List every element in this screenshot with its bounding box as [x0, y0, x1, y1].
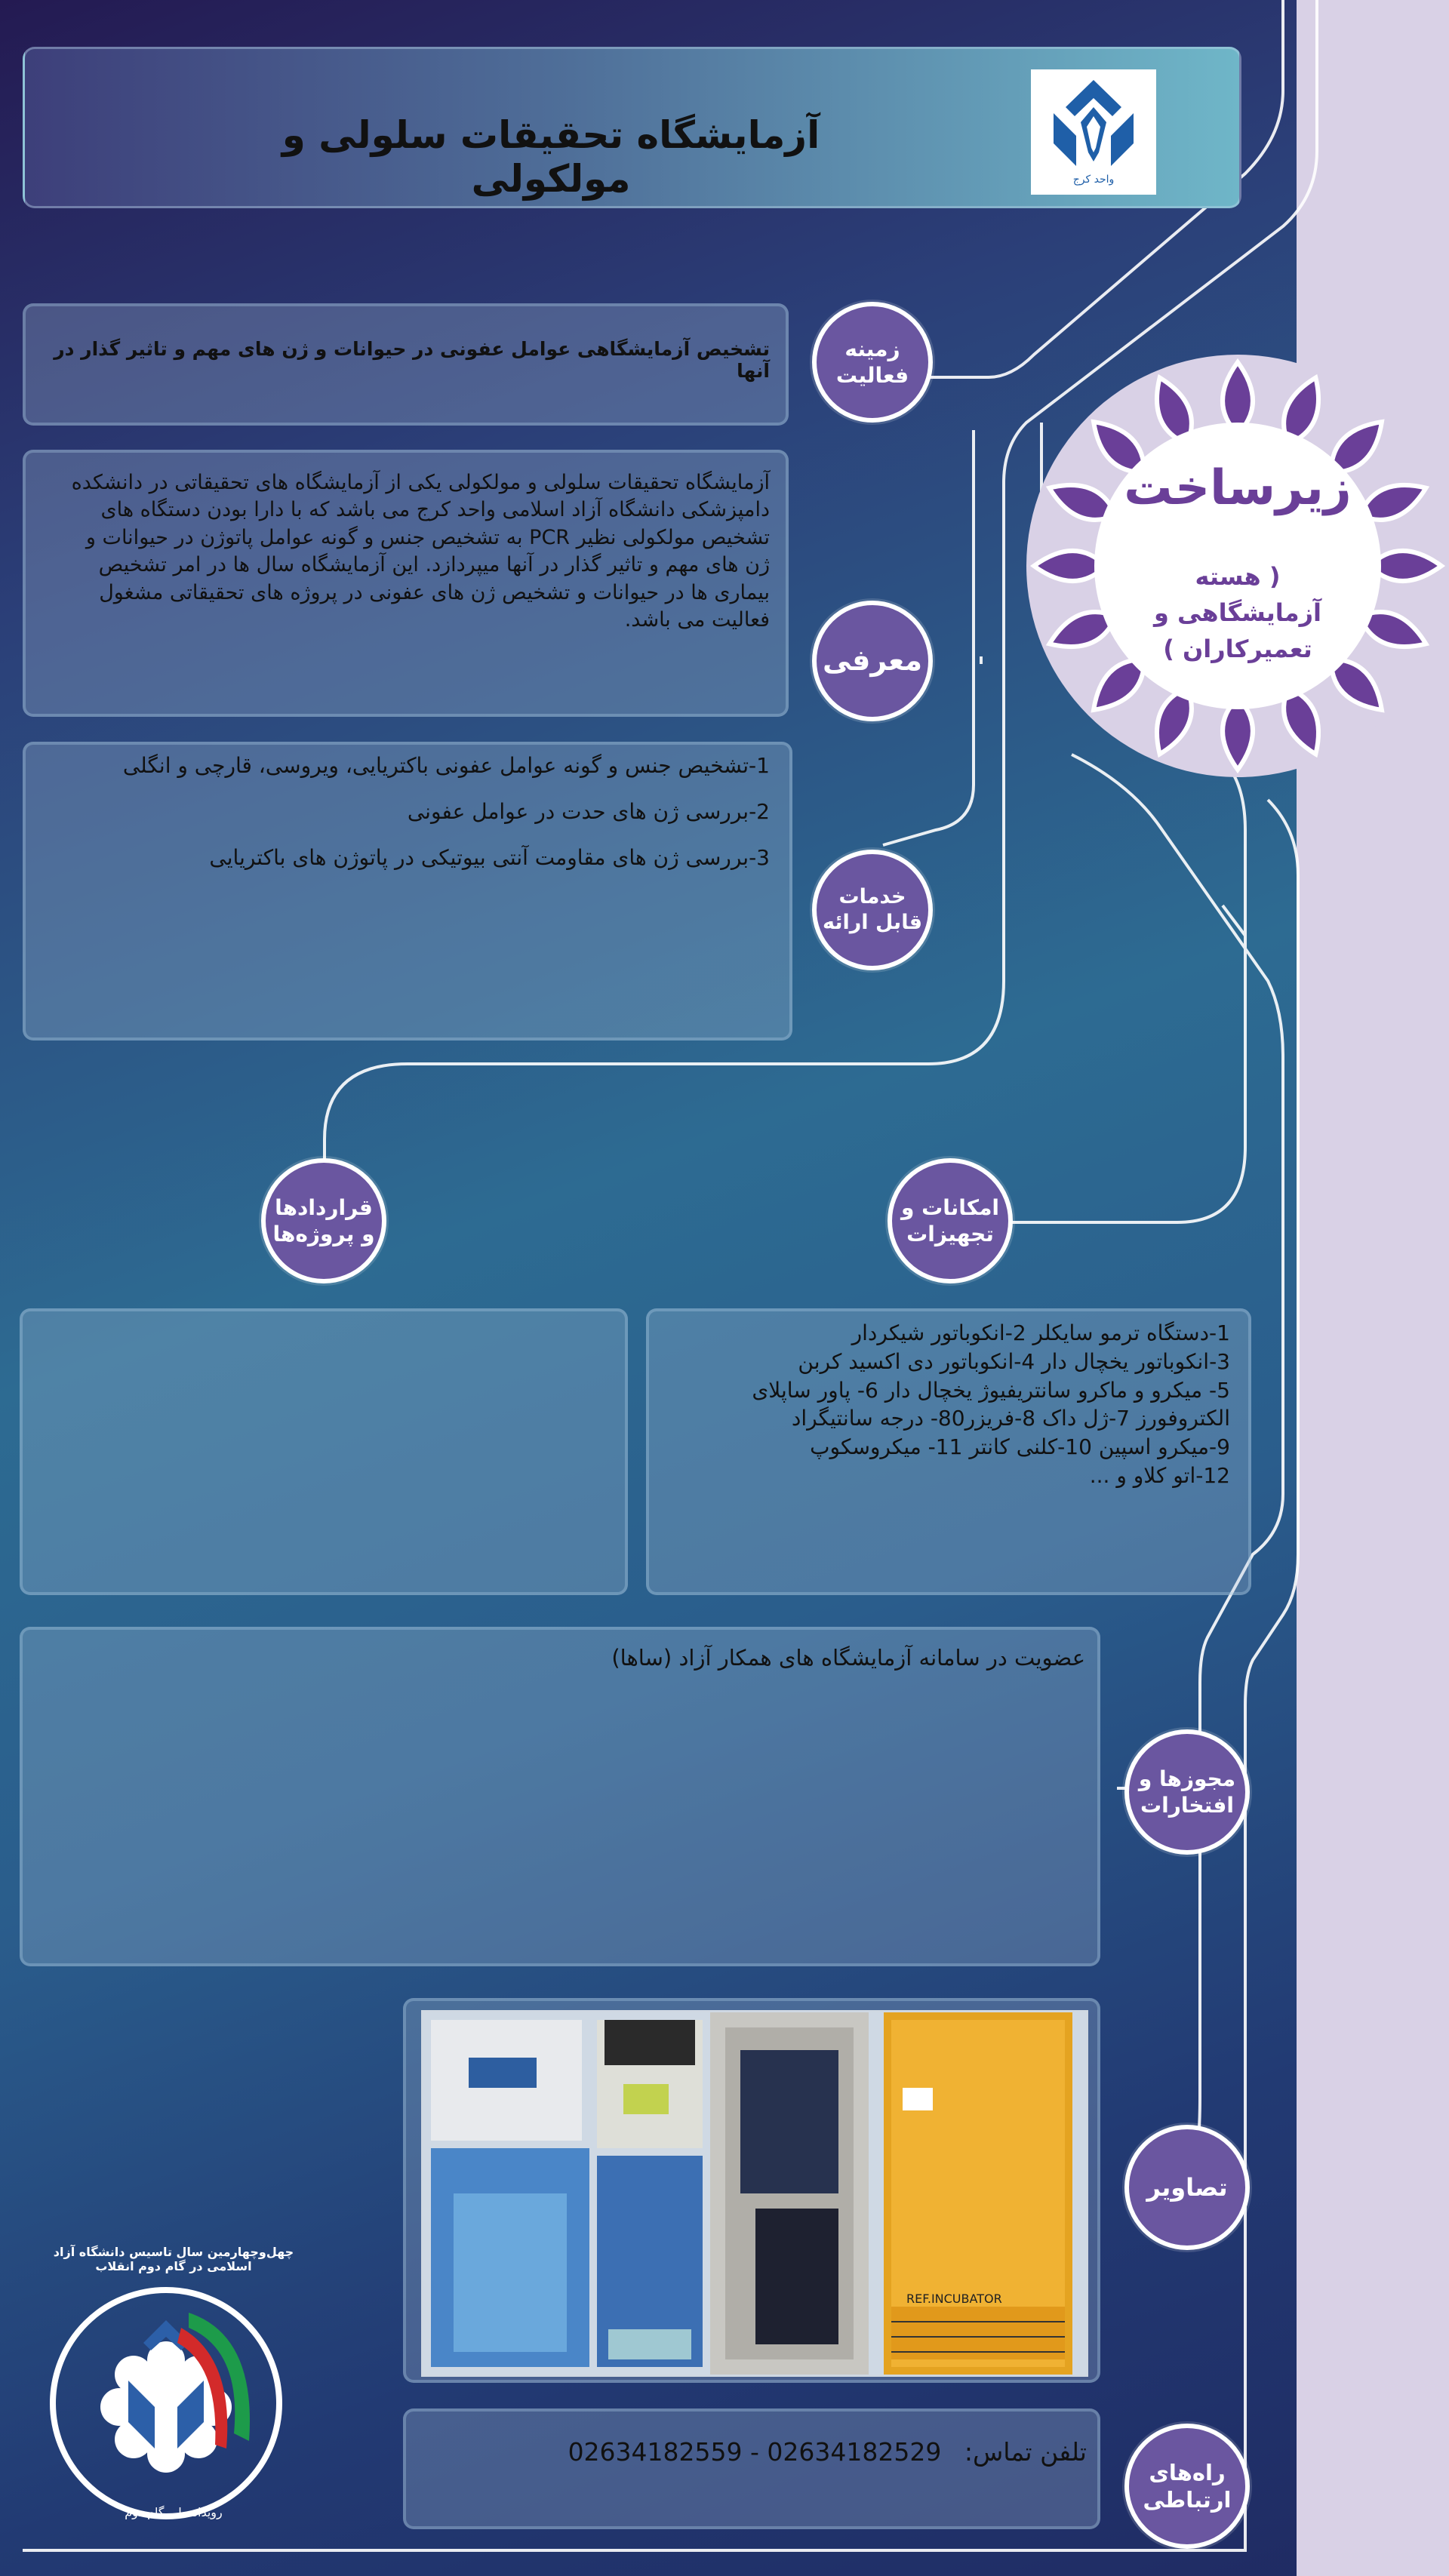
- footer-logo-text: رویداد ملی گام دوم: [125, 2505, 223, 2519]
- equipment-photo: [421, 2010, 1088, 2377]
- service-item: 2-بررسی ژن های حدت در عوامل عفونی: [407, 799, 770, 824]
- anniversary-logo-icon: [30, 2230, 309, 2531]
- contact-phones[interactable]: 02634182529 - 02634182559: [568, 2437, 942, 2467]
- footer-logo-arc: چهل‌وچهارمین سال تاسیس دانشگاه آزاد اسلامی در گام دوم انقلاب: [53, 2245, 294, 2273]
- badge-intro: معرفی: [812, 601, 933, 721]
- side-heading: زیرساخت: [1124, 460, 1352, 516]
- contact-line: [423, 2437, 1087, 2467]
- side-subheading: ( هسته آزمایشگاهی و تعمیرکاران ): [1153, 562, 1321, 663]
- service-item: 1-تشخیص جنس و گونه عوامل عفونی باکتریایی، ویروسی، قارچی و انگلی: [122, 753, 770, 778]
- badge-licenses: مجوزها و افتخارات: [1124, 1729, 1250, 1855]
- equipment-line: 3-انکوباتور یخچال دار 4-انکوباتور دی اکسید کربن: [798, 1348, 1230, 1374]
- field-text: تشخیص آزمایشگاهی عوامل عفونی در حیوانات و ژن های مهم و تاثیر گذار در آنها: [54, 338, 770, 382]
- equipment-line: 9-میکرو اسپین 10-کلنی کانتر 11- میکروسکوپ: [810, 1434, 1230, 1460]
- badge-contracts: قراردادها و پروژه‌ها: [261, 1158, 386, 1283]
- photo-collage: [423, 2012, 1086, 2375]
- badge-images: تصاویر: [1124, 2125, 1250, 2250]
- badge-contact: راه‌های ارتباطی: [1124, 2424, 1250, 2549]
- photo-label: REF.INCUBATOR: [906, 2292, 1002, 2306]
- logo-caption: واحد کرج: [1072, 174, 1115, 186]
- licenses-panel: [20, 1627, 1100, 1966]
- university-logo: [1031, 69, 1156, 195]
- services-list: [45, 753, 770, 870]
- badge-field: زمینه فعالیت: [812, 302, 933, 423]
- badge-equipment: امکانات و تجهیزات: [888, 1158, 1013, 1283]
- footer-logo: [30, 2230, 309, 2531]
- equipment-line: 5- میکرو و ماکرو سانتریفیوژ یخچال دار 6- پاور ساپلای: [752, 1377, 1230, 1403]
- equipment-line: 12-اتو کلاو و ...: [1089, 1462, 1230, 1488]
- equipment-line: الکتروفورز 7-ژل داک 8-فریزر80- درجه سانتیگراد: [791, 1406, 1230, 1431]
- badge-services: خدمات قابل ارائه: [812, 850, 933, 970]
- intro-text: آزمایشگاه تحقیقات سلولی و مولکولی یکی از آزمایشگاه های تحقیقاتی در دانشکده دامپزشکی دانشگاه آزاد اسلامی واحد کرج می باشد که با دارا بودن دستگاه های تشخیص مولکولی نظیر PCR به تشخیص جنس و گونه عوامل پاتوژن در حیوانات و ژن های مهم و تاثیر گذار در آنها میپردازد. این آزمایشگاه سال ها در امر تشخیص بیماری ها در حیوانات و تشخیص ژن های عفونی در پروژه های تحقیقاتی مشغول فعالیت می باشد.: [71, 471, 770, 632]
- licenses-text: عضویت در سامانه آزمایشگاه های همکار آزاد (ساها): [611, 1645, 1085, 1671]
- equipment-list: [664, 1319, 1230, 1490]
- service-item: 3-بررسی ژن های مقاومت آنتی بیوتیکی در پاتوژن های باکتریایی: [209, 845, 770, 870]
- contact-label: تلفن تماس:: [964, 2437, 1087, 2467]
- equipment-line: 1-دستگاه ترمو سایکلر 2-انکوباتور شیکردار: [851, 1320, 1230, 1345]
- contact-panel: [403, 2408, 1100, 2529]
- contracts-panel: [20, 1308, 628, 1595]
- page-title: آزمایشگاه تحقیقات سلولی و مولکولی: [281, 113, 820, 201]
